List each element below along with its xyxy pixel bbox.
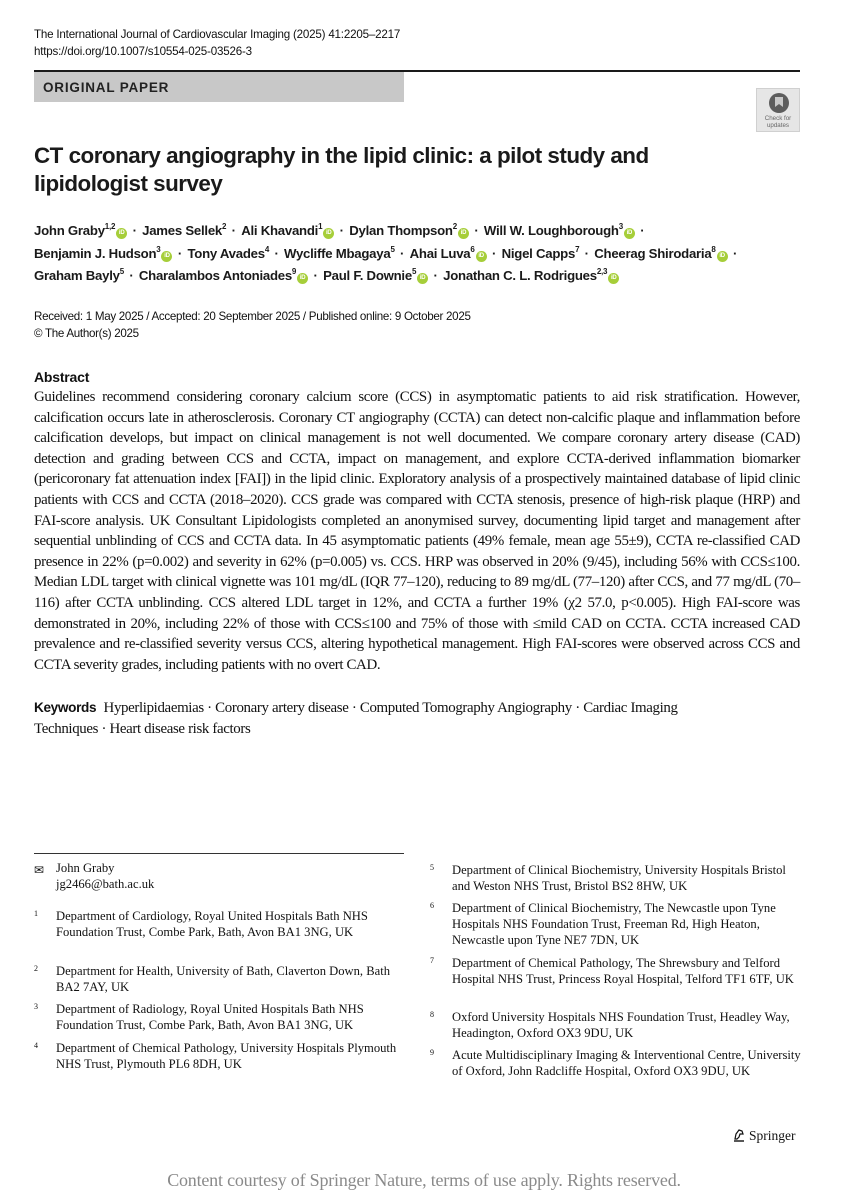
keywords-line-2: Techniques · Heart disease risk factors [34, 720, 251, 737]
corresponding-name: John Graby [56, 861, 115, 875]
author[interactable]: John Graby$^{1,2}$iD [34, 223, 127, 238]
orcid-icon[interactable]: iD [476, 251, 487, 262]
orcid-icon[interactable]: iD [717, 251, 728, 262]
publisher-name: Springer [749, 1128, 796, 1143]
author[interactable]: Ahai Luva$^6$iD [410, 246, 487, 261]
author-list: John Graby$^{1,2}$iD · James Sellek$^2$ · Ali Khavandi$^1$iD · Dylan Thompson$^2$iD · Will W. Loughborough$^3$iD · Benjamin J. Hudson$^3$iD · Tony Avades$^4$ · Wycliffe Mbagaya$^5$ · Ahai Luva$^6$iD · Nigel Capps$^7$ · Cheerag Shirodaria$^8$iD · Graham Bayly$^5$ · Charalambos Antoniades$^9$iD · Paul F. Downie$^5$iD · Jonathan C. L. Rodrigues$^{2,3}$iD [34, 222, 738, 283]
author[interactable]: Jonathan C. L. Rodrigues$^{2,3}$iD [443, 268, 619, 283]
paper-title: CT coronary angiography in the lipid clinic: a pilot study and lipidologist survey [34, 143, 649, 196]
history-dates: Received: 1 May 2025 / Accepted: 20 September 2025 / Published online: 9 October 2025 [34, 310, 471, 323]
orcid-icon[interactable]: iD [161, 251, 172, 262]
author[interactable]: Benjamin J. Hudson$^3$iD [34, 246, 172, 261]
author[interactable]: Nigel Capps$^7$ [501, 244, 580, 261]
orcid-icon[interactable]: iD [624, 228, 635, 239]
keywords [34, 698, 800, 739]
abstract-heading: Abstract [34, 369, 90, 385]
journal-header [34, 26, 400, 60]
footnote-rule [34, 853, 404, 854]
author[interactable]: Dylan Thompson$^2$iD [349, 223, 469, 238]
author[interactable]: Paul F. Downie$^5$iD [323, 268, 428, 283]
bookmark-icon [769, 93, 789, 113]
section-label: ORIGINAL PAPER [43, 80, 170, 95]
courtesy-notice: Content courtesy of Springer Nature, terms of use apply. Rights reserved. [167, 1170, 681, 1190]
copyright: © The Author(s) 2025 [34, 327, 139, 340]
check-for-updates-label: Check for updates [764, 115, 792, 129]
orcid-icon[interactable]: iD [608, 273, 619, 284]
springer-horse-icon [733, 1128, 745, 1142]
author[interactable]: Will W. Loughborough$^3$iD [484, 223, 635, 238]
keywords-line-1: Hyperlipidaemias · Coronary artery disease · Computed Tomography Angiography · Cardiac Imaging [103, 700, 678, 716]
doi-link[interactable]: https://doi.org/10.1007/s10554-025-03526-3 [34, 45, 252, 58]
journal-citation: The International Journal of Cardiovascular Imaging (2025) 41:2205–2217 [34, 28, 401, 41]
abstract-text: Guidelines recommend considering coronary calcium score (CCS) in asymptomatic patients to aid risk stratification. However, calcification occurs late in atherosclerosis. Coronary CT angiography (CCTA) can detect non-calcific plaque and inflammation before calcification develops, but impact on clinical management is not well documented. We compare coronary artery disease (CAD) detection and grading between CCS and CCTA, impact on management, and explore CCTA-derived inflammation biomarker (pericoronary fat attenuation index [FAI]) in the lipid clinic. Exploratory analysis of a prospectively maintained database of lipid clinic patients with CCS and CCTA (2018–2020). CCS grade was compared with CCTA stenosis, presence of high-risk plaque (HRP) and FAI-score analysis. UK Consultant Lipidologists completed an anonymised survey, documenting lipid target and management after sequential unblinding of CCS and CCTA data. In 45 asymptomatic patients (49% female, mean age 55±9), CCTA re-classified CAD presence in 22% (p=0.002) and severity in 62% (p=0.005) vs. CCS. HRP was observed in 20% (9/45), including 56% with CCS≤100. Median LDL target with clinical vignette was 101 mg/dL (IQR 77–120), reducing to 89 mg/dL (77–120) after CCS, and 77 mg/dL (70–116) after CCTA unblinding. CCS altered LDL target in 12%, and CCTA a further 19% (χ2 57.0, p<0.005). High FAI-score was demonstrated in 20%, including 22% of those with CCS≤100 and 75% of those with ≤mild CAD on CCTA. CCTA increased CAD prevalence and re-classified severity versus CCS, altering hypothetical management. High FAI-scores were observed across CCS and CCTA severity grades, including patients with no overt CAD. [34, 389, 800, 673]
author[interactable]: Charalambos Antoniades$^9$iD [139, 268, 308, 283]
envelope-icon: ✉ [34, 863, 45, 877]
publication-dates [34, 308, 471, 342]
check-for-updates-badge[interactable] [756, 88, 800, 132]
orcid-icon[interactable]: iD [116, 228, 127, 239]
section-banner [34, 72, 404, 102]
author[interactable]: Ali Khavandi$^1$iD [241, 223, 334, 238]
orcid-icon[interactable]: iD [458, 228, 469, 239]
springer-logo [733, 1128, 796, 1144]
orcid-icon[interactable]: iD [323, 228, 334, 239]
author[interactable]: Cheerag Shirodaria$^8$iD [594, 246, 727, 261]
author[interactable]: James Sellek$^2$ [142, 222, 227, 238]
keywords-label: Keywords [34, 700, 97, 715]
corresponding-email[interactable]: jg2466@bath.ac.uk [56, 877, 155, 891]
author[interactable]: Wycliffe Mbagaya$^5$ [284, 244, 395, 261]
author[interactable]: Tony Avades$^4$ [187, 244, 270, 261]
orcid-icon[interactable]: iD [417, 273, 428, 284]
orcid-icon[interactable]: iD [297, 273, 308, 284]
author[interactable]: Graham Bayly$^5$ [34, 267, 124, 283]
